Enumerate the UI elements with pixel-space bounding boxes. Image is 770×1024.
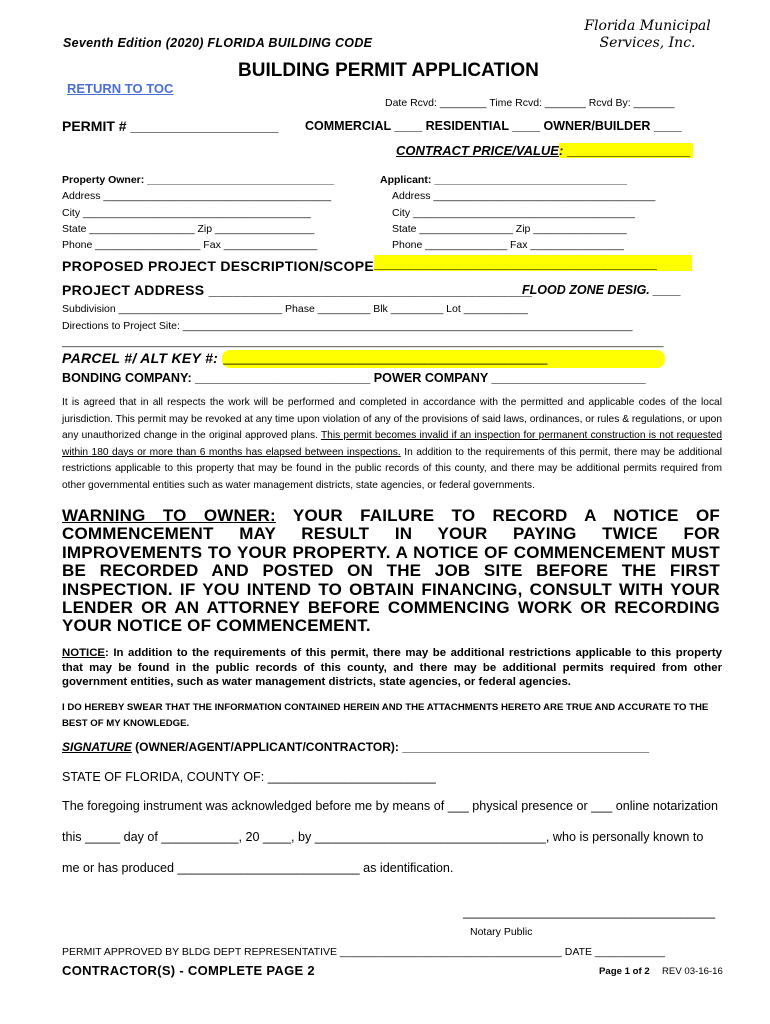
- page-title: BUILDING PERMIT APPLICATION: [238, 60, 539, 81]
- revision-label: REV 03-16-16: [662, 966, 723, 977]
- signature-field[interactable]: [62, 740, 649, 754]
- contract-price-label: CONTRACT PRICE/VALUE: [396, 143, 559, 158]
- state-county-line[interactable]: STATE OF FLORIDA, COUNTY OF: ________________________: [62, 770, 436, 784]
- parcel-blank[interactable]: _____________________________________________: [222, 350, 665, 368]
- project-description-blank[interactable]: ___________________________________: [374, 255, 692, 271]
- day-line[interactable]: this _____ day of ___________, 20 ____, by _________________________________, who is personally known to: [62, 830, 704, 844]
- warning-to-owner: [62, 507, 720, 636]
- notary-signature-line[interactable]: ____________________________________: [463, 905, 716, 919]
- property-owner-field[interactable]: Property Owner: ________________________________: [62, 174, 335, 186]
- flood-zone-field[interactable]: FLOOD ZONE DESIG. ____: [522, 283, 682, 297]
- acknowledged-line[interactable]: The foregoing instrument was acknowledged before me by means of ___ physical presence or ___ online notarization: [62, 799, 718, 813]
- project-address-field[interactable]: PROJECT ADDRESS ________________________________________: [62, 282, 533, 298]
- notice-body: : In addition to the requirements of this permit, there may be additional restrictions applicable to this property that may be found in the public records of this county, and there may be additional permits required from other government entities, such as water management districts, state agencies, or federal agencies.: [62, 647, 722, 688]
- florida-municipal-logo: [580, 18, 715, 52]
- applicant-phone-fax-field[interactable]: Phone ______________ Fax ________________: [392, 239, 624, 252]
- directions-continuation[interactable]: _______________________________________________________________________________________________________: [62, 336, 664, 348]
- owner-city-field[interactable]: City _______________________________________: [62, 206, 311, 219]
- warning-lead: WARNING TO OWNER:: [62, 506, 276, 525]
- parcel-field[interactable]: [62, 350, 665, 368]
- bonding-power-line[interactable]: BONDING COMPANY: _________________________ POWER COMPANY ______________________: [62, 371, 646, 385]
- notary-public-label: Notary Public: [470, 926, 533, 938]
- owner-phone-fax-field[interactable]: Phone __________________ Fax ________________: [62, 239, 318, 252]
- project-description-label: PROPOSED PROJECT DESCRIPTION/SCOPE: [62, 258, 375, 274]
- page-number: Page 1 of 2: [599, 966, 650, 977]
- logo-line-1: Florida Municipal: [584, 18, 711, 34]
- owner-block: [62, 172, 334, 253]
- agreement-paragraph: [62, 395, 722, 494]
- permit-number-field[interactable]: PERMIT # ___________________: [62, 118, 279, 134]
- agreement-part-2: In addition to the requirements of this permit, there may be additional restrictions applicable to this property that may be found in the public records of this county, and there may be additional permits required from other governmental entities such as water management districts, state agencies, or federal governments.: [62, 446, 723, 491]
- applicant-address-field[interactable]: Address ______________________________________: [392, 190, 656, 203]
- owner-state-zip-field[interactable]: State __________________ Zip _________________: [62, 222, 315, 235]
- contract-price-field[interactable]: [396, 143, 693, 158]
- contract-price-colon: :: [558, 143, 564, 158]
- return-to-toc-link[interactable]: RETURN TO TOC: [67, 81, 174, 96]
- directions-field[interactable]: Directions to Project Site: _____________________________________________________________________________: [62, 320, 633, 332]
- owner-address-field[interactable]: Address _______________________________________: [62, 190, 332, 203]
- agreement-invalid-clause: This permit becomes invalid if an inspection for permanent construction is not requested within 180 days or more than 6 months has elapsed between inspections.: [62, 430, 722, 458]
- notice-paragraph: [62, 646, 722, 690]
- contractor-footer: CONTRACTOR(S) - COMPLETE PAGE 2: [62, 963, 315, 978]
- logo-line-2: Services, Inc.: [599, 35, 696, 51]
- approved-by-line[interactable]: PERMIT APPROVED BY BLDG DEPT REPRESENTATIVE ______________________________________ DATE ____________: [62, 946, 665, 958]
- applicant-block: [380, 172, 655, 253]
- received-line: Date Rcvd: ________ Time Rcvd: _______ Rcvd By: _______: [385, 97, 675, 109]
- contract-price-blank[interactable]: _________________: [563, 143, 693, 158]
- notice-lead: NOTICE: [62, 647, 106, 659]
- produced-line[interactable]: me or has produced __________________________ as identification.: [62, 861, 454, 875]
- applicant-field[interactable]: Applicant: _________________________________: [380, 174, 627, 186]
- swear-statement: I DO HEREBY SWEAR THAT THE INFORMATION CONTAINED HEREIN AND THE ATTACHMENTS HERETO ARE TRUE AND ACCURATE TO THE BEST OF MY KNOWLEDGE.: [62, 702, 709, 729]
- signature-line[interactable]: (OWNER/AGENT/APPLICANT/CONTRACTOR): _____________________________________: [131, 740, 650, 754]
- project-description-field[interactable]: [62, 255, 692, 274]
- permit-type-line[interactable]: COMMERCIAL ____ RESIDENTIAL ____ OWNER/BUILDER ____: [305, 119, 682, 133]
- agreement-part-1: It is agreed that in all respects the work will be performed and completed in accordance with the permitted and applicable codes of the local jurisdiction. This permit may be revoked at any time upon violation of any of the provisions of said laws, ordinances, or rules & regulations, or upon any unauthorized change in the original approved plans.: [62, 397, 722, 441]
- signature-label: SIGNATURE: [62, 740, 132, 754]
- subdivision-line[interactable]: Subdivision ____________________________ Phase _________ Blk _________ Lot ___________: [62, 303, 528, 315]
- applicant-city-field[interactable]: City ______________________________________: [392, 206, 635, 219]
- parcel-label: PARCEL #/ ALT KEY #:: [62, 350, 219, 367]
- edition-header: Seventh Edition (2020) FLORIDA BUILDING CODE: [63, 36, 373, 50]
- applicant-state-zip-field[interactable]: State ________________ Zip ________________: [392, 222, 627, 235]
- warning-body: YOUR FAILURE TO RECORD A NOTICE OF COMMENCEMENT MAY RESULT IN YOUR PAYING TWICE FOR IMPROVEMENTS TO YOUR PROPERTY. A NOTICE OF COMMENCEMENT MUST BE RECORDED AND POSTED ON THE JOB SITE BEFORE THE FIRST INSPECTION. IF YOU INTEND TO OBTAIN FINANCING, CONSULT WITH YOUR LENDER OR AN ATTORNEY BEFORE COMMENCING WORK OR RECORDING YOUR NOTICE OF COMMENCEMENT.: [62, 506, 720, 636]
